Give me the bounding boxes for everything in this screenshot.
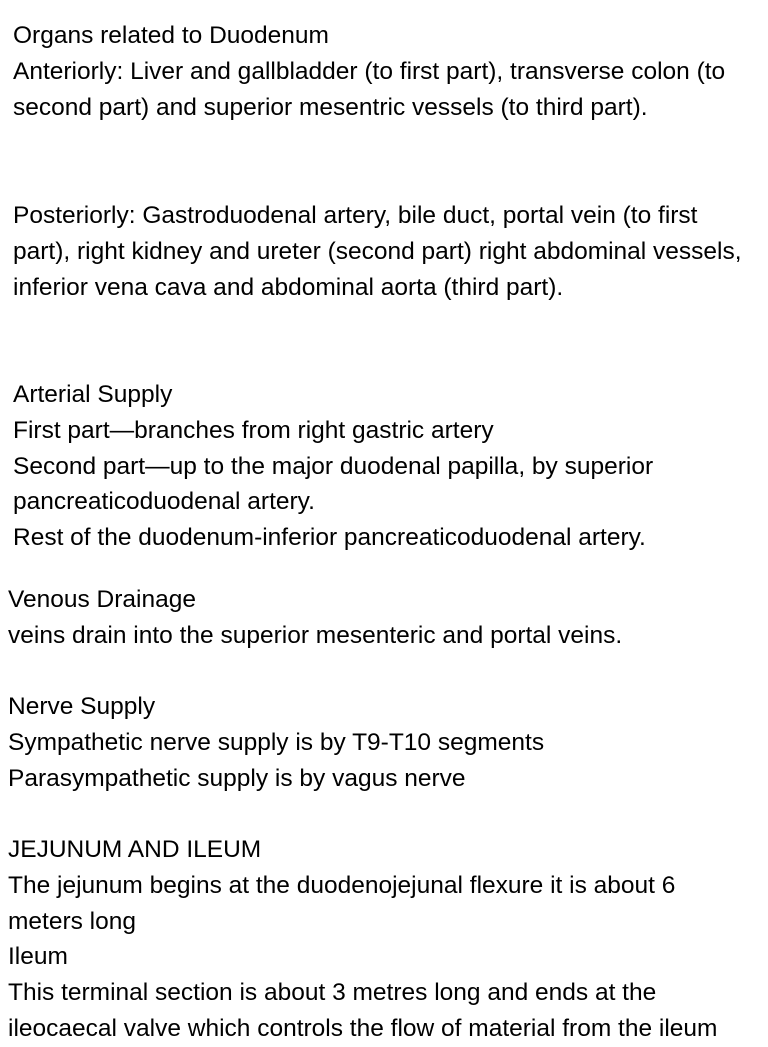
nerve-supply-heading: Nerve Supply [8, 693, 156, 720]
posterior-relations-section [13, 198, 748, 305]
duodenum-relations-heading: Organs related to Duodenum [13, 22, 329, 49]
ileum-text: This terminal section is about 3 metres long and ends at the ileocaecal valve which controls the flow of material from the ileum [8, 979, 718, 1042]
parasympathetic-supply-text: Parasympathetic supply is by vagus nerve [8, 764, 466, 792]
posterior-relations-text: Posteriorly: Gastroduodenal artery, bile duct, portal vein (to first part), right kidney and ureter (second part) right abdominal vessels, inferior vena cava and abdominal aorta (third part). [13, 202, 742, 301]
arterial-supply-section [13, 377, 748, 556]
arterial-rest-text: Rest of the duodenum-inferior pancreaticoduodenal artery. [13, 524, 646, 552]
jejunum-text: The jejunum begins at the duodenojejunal flexure it is about 6 meters long [8, 871, 676, 935]
venous-drainage-text: veins drain into the superior mesenteric and portal veins. [8, 621, 623, 649]
venous-drainage-section [8, 582, 748, 654]
nerve-supply-section [8, 689, 748, 796]
venous-drainage-heading: Venous Drainage [8, 586, 196, 613]
arterial-supply-heading: Arterial Supply [13, 381, 173, 408]
anterior-relations-text: Anteriorly: Liver and gallbladder (to first part), transverse colon (to second part) and superior mesentric vessels (to third part). [13, 57, 726, 121]
arterial-first-part-text: First part—branches from right gastric artery [13, 416, 494, 444]
arterial-second-part-text: Second part—up to the major duodenal papilla, by superior pancreaticoduodenal artery. [13, 452, 654, 516]
ileum-heading: Ileum [8, 943, 68, 971]
duodenum-relations-section [13, 18, 741, 125]
sympathetic-supply-text: Sympathetic nerve supply is by T9-T10 segments [8, 728, 545, 756]
jejunum-ileum-heading: JEJUNUM AND ILEUM [8, 836, 262, 863]
jejunum-ileum-section [8, 832, 748, 1047]
